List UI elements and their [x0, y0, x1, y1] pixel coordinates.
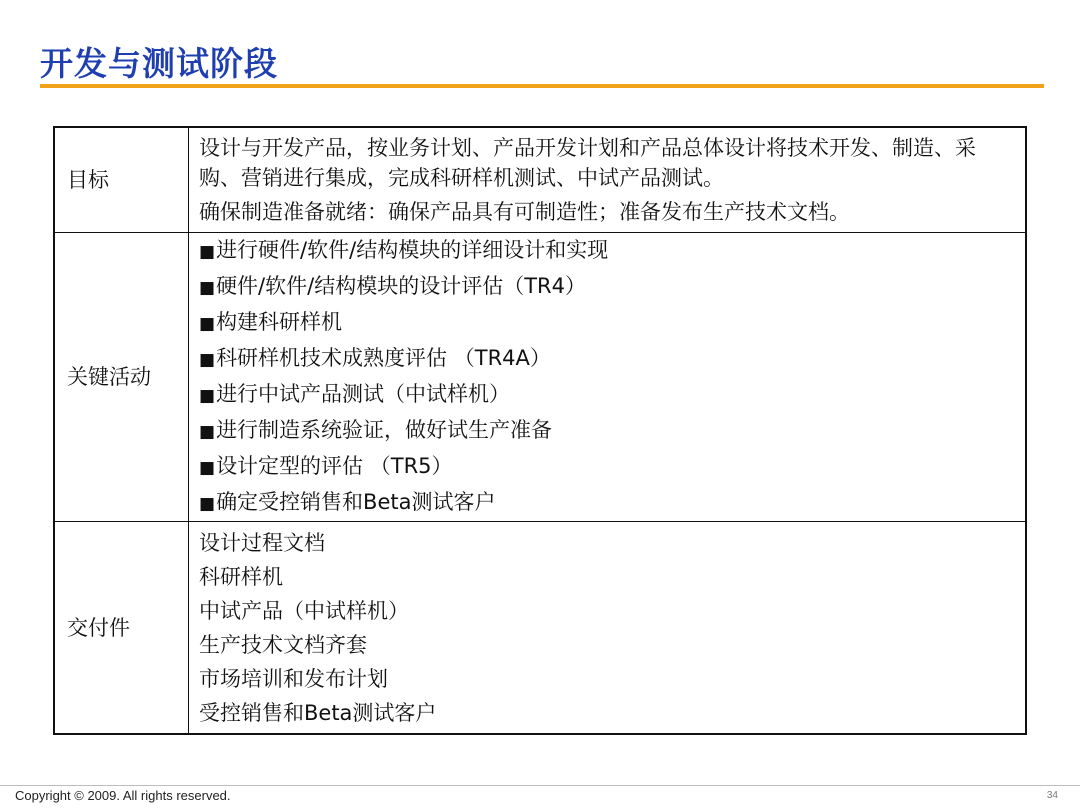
list-item: [199, 269, 1015, 305]
stage-table: [53, 126, 1027, 735]
page-number: 34: [1046, 790, 1058, 801]
goal-paragraph: 确保制造准备就绪：确保产品具有可制造性；准备发布生产技术文档。: [199, 200, 850, 224]
list-item: [199, 377, 1015, 413]
square-bullet-icon: ■: [199, 350, 216, 370]
square-bullet-icon: ■: [199, 386, 216, 406]
square-bullet-icon: ■: [199, 494, 216, 514]
list-item: 设计过程文档: [199, 530, 325, 555]
list-item: 受控销售和Beta测试客户: [199, 700, 437, 725]
title-underline: [40, 84, 1044, 88]
list-item-text: 进行制造系统验证，做好试生产准备: [216, 418, 553, 442]
deliverables-list: [189, 522, 1027, 735]
square-bullet-icon: ■: [199, 458, 216, 478]
list-item: [199, 305, 1015, 341]
page-title: 开发与测试阶段: [40, 44, 278, 83]
list-item: 科研样机: [199, 564, 283, 589]
list-item-text: 进行硬件/软件/结构模块的详细设计和实现: [216, 238, 609, 262]
list-item-text: 进行中试产品测试（中试样机）: [216, 382, 511, 406]
square-bullet-icon: ■: [199, 278, 216, 298]
list-item-text: 科研样机技术成熟度评估 （TR4A）: [216, 346, 551, 370]
list-item: [199, 233, 1015, 269]
list-item: 中试产品（中试样机）: [199, 598, 409, 623]
list-item-text: 构建科研样机: [216, 310, 343, 334]
goal-content: [189, 127, 1027, 233]
square-bullet-icon: ■: [199, 242, 216, 262]
row-label-goal: 目标: [54, 127, 189, 233]
list-item: [199, 341, 1015, 377]
table-row-goal: [54, 127, 1026, 233]
list-item-text: 确定受控销售和Beta测试客户: [216, 490, 496, 514]
list-item-text: 设计定型的评估 （TR5）: [216, 454, 453, 478]
list-item: 市场培训和发布计划: [199, 666, 388, 691]
row-label-deliverables: 交付件: [54, 522, 189, 735]
goal-paragraph: 设计与开发产品，按业务计划、产品开发计划和产品总体设计将技术开发、制造、采购、营销进行集成，完成科研样机测试、中试产品测试。: [199, 136, 976, 190]
list-item: [199, 449, 1015, 485]
list-item: 生产技术文档齐套: [199, 632, 367, 657]
list-item-text: 硬件/软件/结构模块的设计评估（TR4）: [216, 274, 586, 298]
copyright-notice: Copyright © 2009. All rights reserved.: [15, 788, 231, 803]
table-row-key-activities: [54, 233, 1026, 522]
list-item: [199, 485, 1015, 521]
footer-divider: [0, 785, 1080, 786]
list-item: [199, 413, 1015, 449]
row-label-key-activities: 关键活动: [54, 233, 189, 522]
table-row-deliverables: [54, 522, 1026, 735]
square-bullet-icon: ■: [199, 314, 216, 334]
square-bullet-icon: ■: [199, 422, 216, 442]
key-activities-list: [189, 233, 1027, 522]
